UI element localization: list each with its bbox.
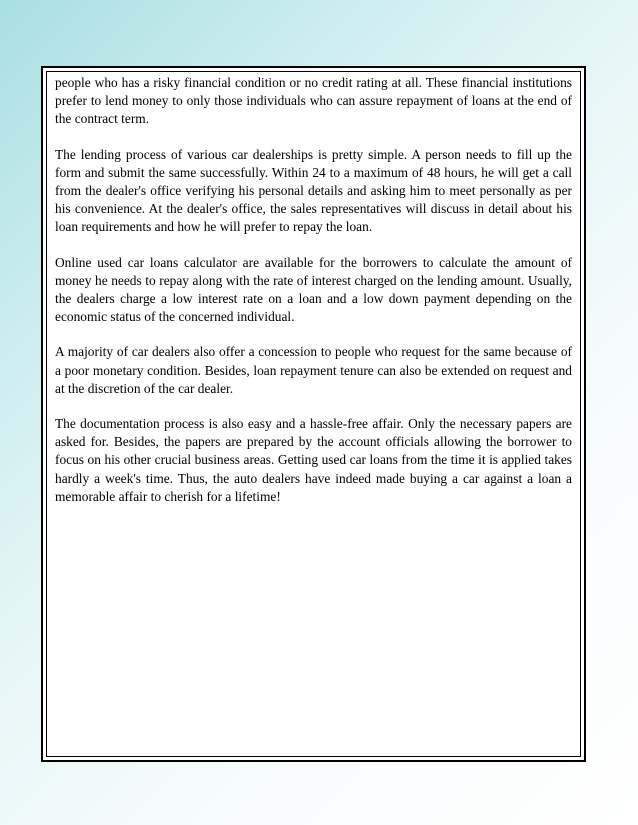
paragraph-5: The documentation process is also easy and a hassle-free affair. Only the necessary papers are asked for. Besides, the papers are prepared by the account officials allowing the borrower to focus on his other crucial business areas. Getting used car loans from the time it is applied takes hardly a week's time. Thus, the auto dealers have indeed made buying a car against a loan a memorable affair to cherish for a lifetime!: [55, 416, 572, 504]
paragraph-2: The lending process of various car dealerships is pretty simple. A person needs to fill up the form and submit the same successfully. Within 24 to a maximum of 48 hours, he will get a call from the dealer's office verifying his personal details and asking him to meet personally as per his convenience. At the dealer's office, the sales representatives will discuss in detail about his loan requirements and how he will prefer to repay the loan.: [55, 146, 572, 235]
paragraph-3: Online used car loans calculator are available for the borrowers to calculate the amount of money he needs to repay along with the rate of interest charged on the lending amount. Usually, the dealers charge a low interest rate on a loan and a low down payment depending on the economic status of the concerned individual.: [55, 254, 572, 325]
paragraph-4: A majority of car dealers also offer a concession to people who request for the same because of a poor monetary condition. Besides, loan repayment tenure can also be extended on request and at the discretion of the car dealer.: [55, 344, 572, 396]
document-body: [55, 74, 572, 523]
paragraph-1: people who has a risky financial condition or no credit rating at all. These financial institutions prefer to lend money to only those individuals who can assure repayment of loans at the end of the contract term.: [55, 75, 572, 127]
